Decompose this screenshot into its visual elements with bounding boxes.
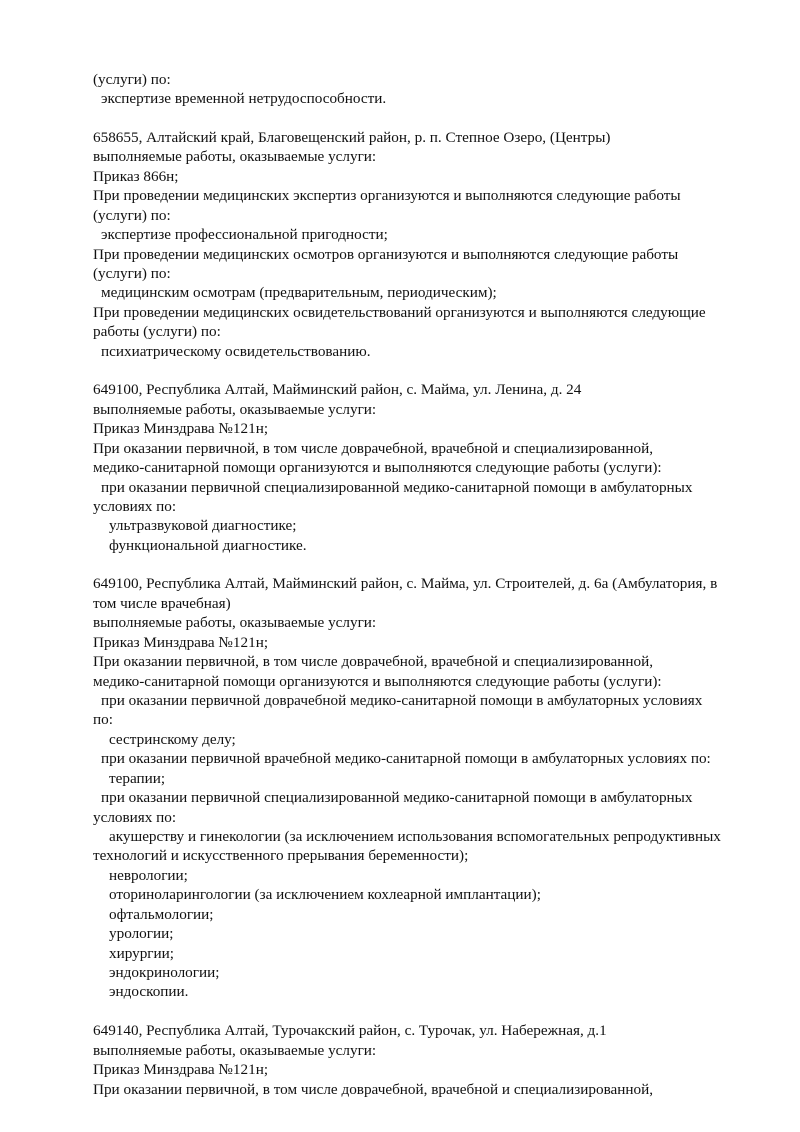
text-line: при оказании первичной доврачебной медико-санитарной помощи в амбулаторных условиях [101, 692, 703, 709]
text-line: 649100, Республика Алтай, Майминский район, с. Майма, ул. Строителей, д. 6а (Амбулатория, в [93, 575, 718, 592]
text-line: выполняемые работы, оказываемые услуги: [93, 401, 377, 418]
text-line: ультразвуковой диагностике; [109, 517, 297, 534]
text-line: сестринскому делу; [109, 731, 236, 748]
text-line: (услуги) по: [93, 71, 171, 88]
text-line: эндоскопии. [109, 983, 189, 1000]
text-line: психиатрическому освидетельствованию. [101, 343, 371, 360]
text-line: (услуги) по: [93, 265, 171, 282]
text-line: медицинским осмотрам (предварительным, периодическим); [101, 284, 497, 301]
text-line: по: [93, 711, 113, 728]
text-line: Приказ Минздрава №121н; [93, 634, 269, 651]
text-line: При проведении медицинских экспертиз организуются и выполняются следующие работы [93, 187, 681, 204]
text-line: том числе врачебная) [93, 595, 231, 612]
text-line: Приказ Минздрава №121н; [93, 1061, 269, 1078]
text-line: эндокринологии; [109, 964, 220, 981]
text-line: хирургии; [109, 945, 175, 962]
text-line: урологии; [109, 925, 174, 942]
text-line: выполняемые работы, оказываемые услуги: [93, 614, 377, 631]
text-line: условиях по: [93, 498, 177, 515]
text-line: При проведении медицинских осмотров организуются и выполняются следующие работы [93, 246, 679, 263]
text-line: 649140, Республика Алтай, Турочакский район, с. Турочак, ул. Набережная, д.1 [93, 1022, 607, 1039]
text-line: Приказ Минздрава №121н; [93, 420, 269, 437]
text-line: При проведении медицинских освидетельствований организуются и выполняются следующие [93, 304, 706, 321]
text-line: при оказании первичной врачебной медико-санитарной помощи в амбулаторных условиях по: [101, 750, 711, 767]
text-line: выполняемые работы, оказываемые услуги: [93, 1042, 377, 1059]
text-line: неврологии; [109, 867, 188, 884]
text-line: медико-санитарной помощи организуются и выполняются следующие работы (услуги): [93, 673, 662, 690]
text-line: функциональной диагностике. [109, 537, 307, 554]
text-line: При оказании первичной, в том числе доврачебной, врачебной и специализированной, [93, 1081, 654, 1098]
text-line: Приказ 866н; [93, 168, 179, 185]
text-line: условиях по: [93, 809, 177, 826]
text-line: оториноларингологии (за исключением кохлеарной имплантации); [109, 886, 541, 903]
text-line: работы (услуги) по: [93, 323, 221, 340]
text-line: экспертизе временной нетрудоспособности. [101, 90, 387, 107]
text-line: 649100, Республика Алтай, Майминский район, с. Майма, ул. Ленина, д. 24 [93, 381, 582, 398]
text-line: при оказании первичной специализированной медико-санитарной помощи в амбулаторных [101, 479, 693, 496]
text-line: При оказании первичной, в том числе доврачебной, врачебной и специализированной, [93, 440, 654, 457]
text-line: 658655, Алтайский край, Благовещенский район, р. п. Степное Озеро, (Центры) [93, 129, 611, 146]
text-line: выполняемые работы, оказываемые услуги: [93, 148, 377, 165]
text-line: офтальмологии; [109, 906, 214, 923]
text-line: медико-санитарной помощи организуются и выполняются следующие работы (услуги): [93, 459, 662, 476]
text-line: (услуги) по: [93, 207, 171, 224]
text-line: технологий и искусственного прерывания беременности); [93, 847, 469, 864]
text-line: при оказании первичной специализированной медико-санитарной помощи в амбулаторных [101, 789, 693, 806]
text-line: При оказании первичной, в том числе доврачебной, врачебной и специализированной, [93, 653, 654, 670]
text-line: экспертизе профессиональной пригодности; [101, 226, 388, 243]
text-line: терапии; [109, 770, 166, 787]
text-line: акушерству и гинекологии (за исключением использования вспомогательных репродуктивных [109, 828, 721, 845]
